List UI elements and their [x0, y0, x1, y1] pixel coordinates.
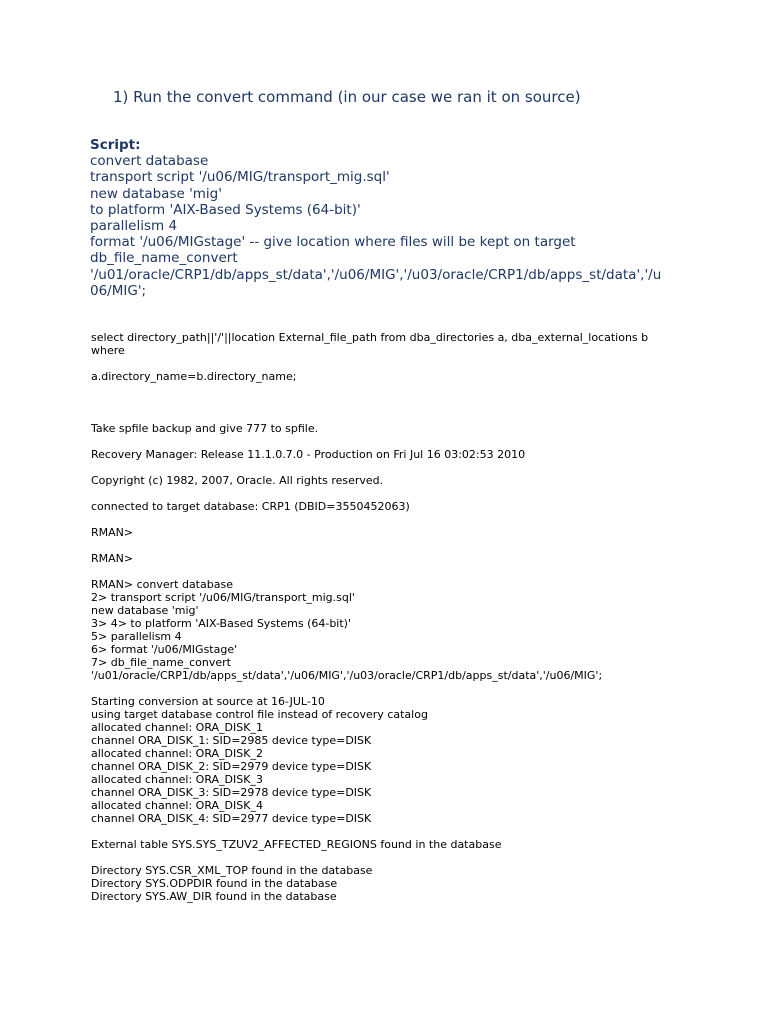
script-line: to platform 'AIX-Based Systems (64-bit)' — [90, 201, 361, 218]
text-line: 7> db_file_name_convert — [91, 656, 231, 669]
text-line: allocated channel: ORA_DISK_4 — [91, 799, 263, 812]
text-line: 3> 4> to platform 'AIX-Based Systems (64-bit)' — [91, 617, 351, 630]
script-line: parallelism 4 — [90, 218, 178, 235]
text-line: allocated channel: ORA_DISK_3 — [91, 773, 263, 786]
text-line — [91, 357, 671, 370]
text-line: allocated channel: ORA_DISK_2 — [91, 747, 263, 760]
console-output — [91, 331, 671, 903]
text-line: using target database control file instead of recovery catalog — [91, 708, 428, 721]
text-line: '/u01/oracle/CRP1/db/apps_st/data','/u06/MIG','/u03/oracle/CRP1/db/apps_st/data','/u06/MIG'; — [91, 669, 603, 682]
text-line — [91, 682, 671, 695]
text-line — [91, 409, 671, 422]
text-line: Directory SYS.ODPDIR found in the database — [91, 877, 338, 890]
script-line: transport script '/u06/MIG/transport_mig.sql' — [90, 169, 390, 186]
text-line: new database 'mig' — [91, 604, 199, 617]
text-line: Recovery Manager: Release 11.1.0.7.0 - Production on Fri Jul 16 03:02:53 2010 — [91, 448, 526, 461]
text-line — [91, 513, 671, 526]
text-line: Copyright (c) 1982, 2007, Oracle. All rights reserved. — [91, 474, 384, 487]
text-line — [91, 461, 671, 474]
text-line: RMAN> — [91, 526, 134, 539]
text-line — [91, 487, 671, 500]
script-line: convert database — [90, 153, 209, 170]
text-line — [91, 396, 671, 409]
text-line: channel ORA_DISK_2: SID=2979 device type=DISK — [91, 760, 372, 773]
text-line — [91, 435, 671, 448]
text-line — [91, 565, 671, 578]
text-line: Directory SYS.CSR_XML_TOP found in the database — [91, 864, 373, 877]
text-line — [91, 383, 671, 396]
script-section — [90, 137, 690, 299]
text-line: RMAN> — [91, 552, 134, 565]
text-line — [91, 851, 671, 864]
script-line: '/u01/oracle/CRP1/db/apps_st/data','/u06/MIG','/u03/oracle/CRP1/db/apps_st/data','/u — [90, 266, 662, 283]
step-heading: 1) Run the convert command (in our case we ran it on source) — [113, 88, 581, 106]
text-line: Directory SYS.AW_DIR found in the database — [91, 890, 337, 903]
script-lines — [90, 153, 690, 299]
text-line: 6> format '/u06/MIGstage' — [91, 643, 238, 656]
text-line: allocated channel: ORA_DISK_1 — [91, 721, 263, 734]
text-line: channel ORA_DISK_4: SID=2977 device type=DISK — [91, 812, 372, 825]
text-line — [91, 825, 671, 838]
text-line: RMAN> convert database — [91, 578, 233, 591]
text-line: a.directory_name=b.directory_name; — [91, 370, 297, 383]
text-line: channel ORA_DISK_1: SID=2985 device type=DISK — [91, 734, 372, 747]
text-line: Take spfile backup and give 777 to spfile. — [91, 422, 319, 435]
script-line: new database 'mig' — [90, 185, 222, 202]
text-line: connected to target database: CRP1 (DBID=3550452063) — [91, 500, 410, 513]
script-line: 06/MIG'; — [90, 282, 147, 299]
script-label: Script: — [90, 137, 141, 153]
text-line: 5> parallelism 4 — [91, 630, 182, 643]
script-line: format '/u06/MIGstage' -- give location where files will be kept on target — [90, 234, 576, 251]
script-line: db_file_name_convert — [90, 250, 238, 267]
text-line — [91, 539, 671, 552]
text-line: select directory_path||'/'||location External_file_path from dba_directories a, dba_external_locations b — [91, 331, 649, 344]
text-line: External table SYS.SYS_TZUV2_AFFECTED_REGIONS found in the database — [91, 838, 502, 851]
text-line: Starting conversion at source at 16-JUL-10 — [91, 695, 325, 708]
text-line: channel ORA_DISK_3: SID=2978 device type=DISK — [91, 786, 372, 799]
text-line: 2> transport script '/u06/MIG/transport_mig.sql' — [91, 591, 355, 604]
text-line: where — [91, 344, 125, 357]
